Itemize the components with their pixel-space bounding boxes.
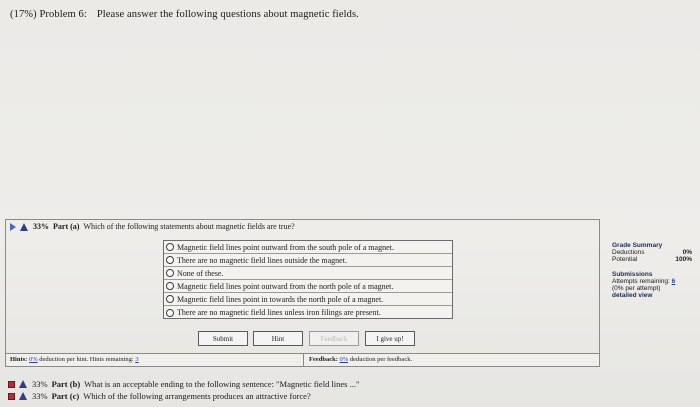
option-label: There are no magnetic field lines outside the magnet. — [177, 255, 347, 265]
option-3[interactable] — [164, 267, 452, 280]
attempts-row — [612, 278, 692, 285]
problem-instruction: Please answer the following questions about magnetic fields. — [96, 9, 359, 20]
radio-button[interactable] — [166, 269, 174, 277]
problem-label: (17%) Problem 6: — [10, 9, 87, 20]
option-1[interactable] — [164, 241, 452, 254]
radio-button[interactable] — [166, 282, 174, 290]
hints-deduction: 0% — [28, 356, 38, 363]
part-c-row[interactable] — [8, 391, 311, 401]
radio-button[interactable] — [166, 256, 174, 264]
part-a-percent: 33% — [33, 222, 49, 231]
hints-remaining: 3 — [135, 356, 139, 363]
status-square-icon — [8, 393, 15, 400]
submissions-title: Submissions — [612, 271, 653, 278]
part-a-label: Part (a) — [53, 222, 80, 231]
feedback-info — [309, 356, 412, 363]
deductions-row — [612, 249, 692, 256]
give-up-button[interactable]: I give up! — [365, 331, 415, 346]
feedback-deduction-text: deduction per feedback. — [349, 356, 413, 363]
part-b-question: What is an acceptable ending to the following sentence: "Magnetic field lines ..." — [84, 379, 360, 389]
hints-deduction-text: deduction per hint. Hints remaining: — [39, 356, 134, 363]
option-4[interactable] — [164, 280, 452, 293]
option-label: Magnetic field lines point outward from the south pole of a magnet. — [177, 242, 394, 252]
option-label: Magnetic field lines point outward from the north pole of a magnet. — [177, 281, 394, 291]
part-a-header — [10, 222, 295, 231]
part-a-question: Which of the following statements about magnetic fields are true? — [83, 222, 295, 231]
radio-button[interactable] — [166, 309, 174, 317]
attempts-value: 6 — [671, 278, 676, 285]
hints-info — [10, 356, 139, 363]
per-attempt: (0% per attempt) — [612, 285, 661, 292]
option-6[interactable] — [164, 306, 452, 319]
hint-button[interactable]: Hint — [253, 331, 303, 346]
warning-icon — [20, 223, 28, 231]
option-label: Magnetic field lines point in towards the north pole of a magnet. — [177, 294, 384, 304]
option-5[interactable] — [164, 293, 452, 306]
warning-icon — [19, 380, 27, 388]
part-b-label: Part (b) — [51, 379, 81, 389]
answer-options — [163, 240, 453, 319]
grade-summary — [612, 242, 692, 299]
radio-button[interactable] — [166, 243, 174, 251]
problem-header — [10, 9, 359, 20]
part-c-question: Which of the following arrangements produces an attractive force? — [83, 391, 311, 401]
deductions-label: Deductions — [612, 249, 645, 256]
attempts-label: Attempts remaining: — [612, 278, 670, 285]
option-label: There are no magnetic field lines unless iron filings are present. — [177, 308, 381, 317]
part-c-label: Part (c) — [51, 391, 80, 401]
detailed-view-link[interactable]: detailed view — [612, 292, 653, 299]
feedback-button: Feedback — [309, 331, 359, 346]
part-c-percent: 33% — [32, 391, 48, 401]
status-square-icon — [8, 381, 15, 388]
hints-feedback-bar — [5, 353, 600, 367]
radio-button[interactable] — [166, 295, 174, 303]
submit-button[interactable]: Submit — [198, 331, 248, 346]
option-label: None of these. — [177, 268, 224, 278]
divider — [303, 354, 304, 366]
potential-label: Potential — [612, 256, 638, 263]
deductions-value: 0% — [682, 249, 692, 256]
part-b-row[interactable] — [8, 379, 359, 389]
potential-row — [612, 256, 692, 263]
part-b-percent: 33% — [32, 379, 48, 389]
option-2[interactable] — [164, 254, 452, 267]
feedback-label: Feedback: — [309, 356, 338, 363]
feedback-deduction: 0% — [339, 356, 349, 363]
warning-icon — [19, 392, 27, 400]
potential-value: 100% — [675, 256, 692, 263]
hints-label: Hints: — [10, 356, 28, 363]
grade-summary-title: Grade Summary — [612, 242, 663, 249]
expand-arrow-icon[interactable] — [10, 223, 16, 231]
